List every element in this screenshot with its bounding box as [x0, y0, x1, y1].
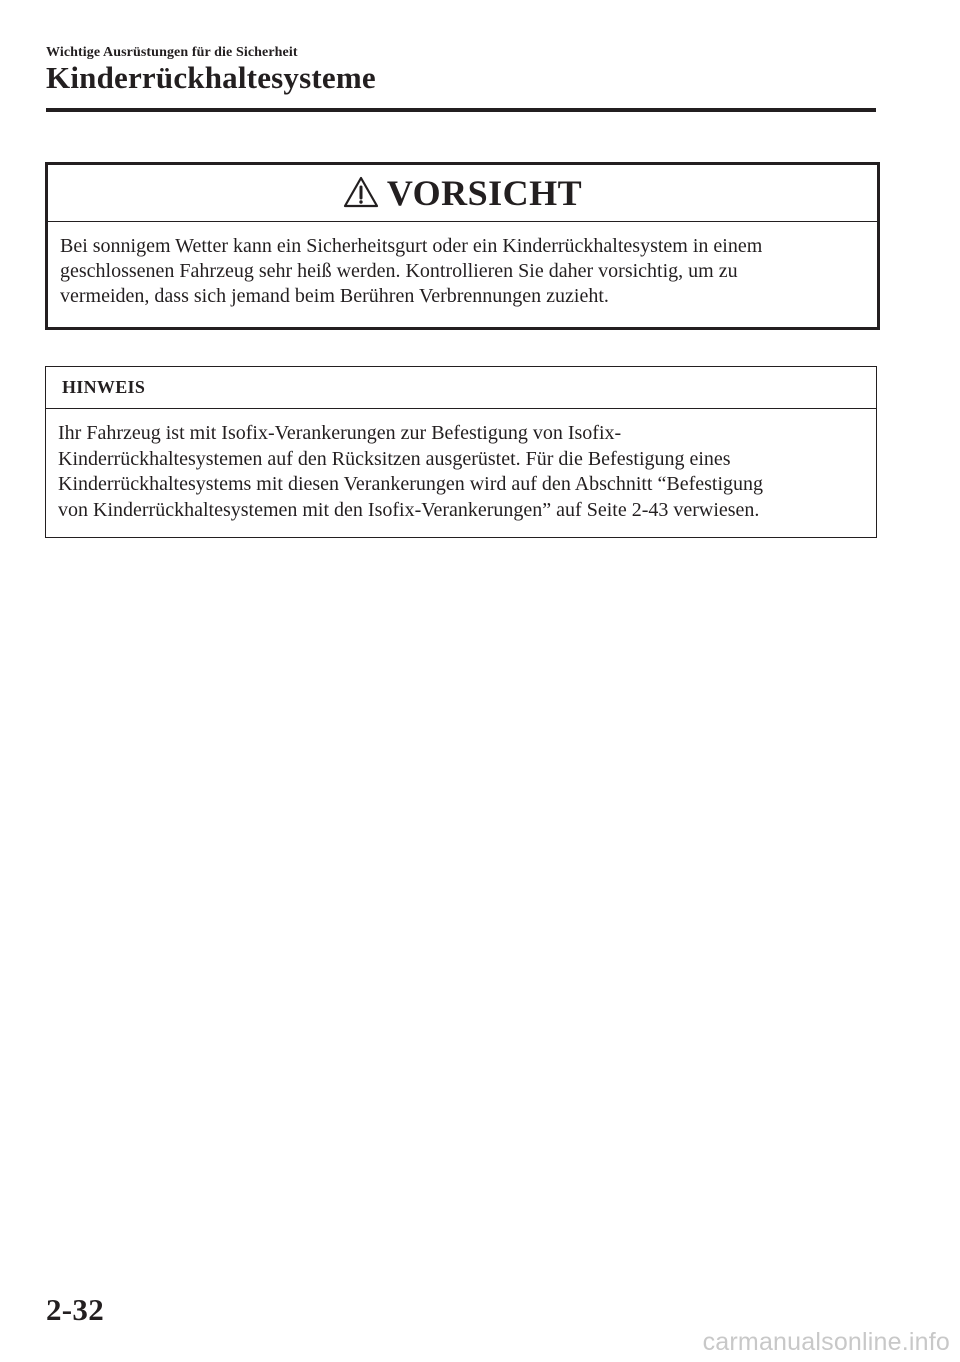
warning-triangle-icon [343, 174, 379, 213]
caution-line: vermeiden, dass sich jemand beim Berühren Verbrennungen zuzieht. [60, 285, 609, 307]
page-number: 2-32 [46, 1292, 105, 1327]
note-line: Kinderrückhaltesystemen auf den Rücksitzen ausgerüstet. Für die Befestigung eines [58, 447, 731, 470]
caution-header [48, 165, 877, 222]
note-line: Ihr Fahrzeug ist mit Isofix-Verankerungen zur Befestigung von Isofix- [58, 422, 622, 444]
caution-body [48, 222, 877, 309]
caution-line: Bei sonnigem Wetter kann ein Sicherheitsgurt oder ein Kinderrückhaltesystem in einem [60, 235, 763, 257]
note-line: von Kinderrückhaltesystemen mit den Isofix-Verankerungen” auf Seite 2-43 verwiesen. [58, 498, 760, 521]
section-label: Wichtige Ausrüstungen für die Sicherheit [46, 45, 298, 60]
note-title: HINWEIS [46, 367, 876, 409]
watermark: carmanualsonline.info [702, 1328, 950, 1356]
caution-line: geschlossenen Fahrzeug sehr heiß werden. Kontrollieren Sie daher vorsichtig, um zu [60, 260, 738, 282]
caution-box [45, 162, 880, 330]
note-line: Kinderrückhaltesystems mit diesen Verankerungen wird auf den Abschnitt “Befestigung [58, 473, 764, 495]
caution-title: VORSICHT [386, 173, 583, 213]
title-rule [46, 108, 876, 112]
page-title: Kinderrückhaltesysteme [46, 60, 376, 95]
note-body [46, 409, 876, 523]
note-box [45, 366, 877, 538]
